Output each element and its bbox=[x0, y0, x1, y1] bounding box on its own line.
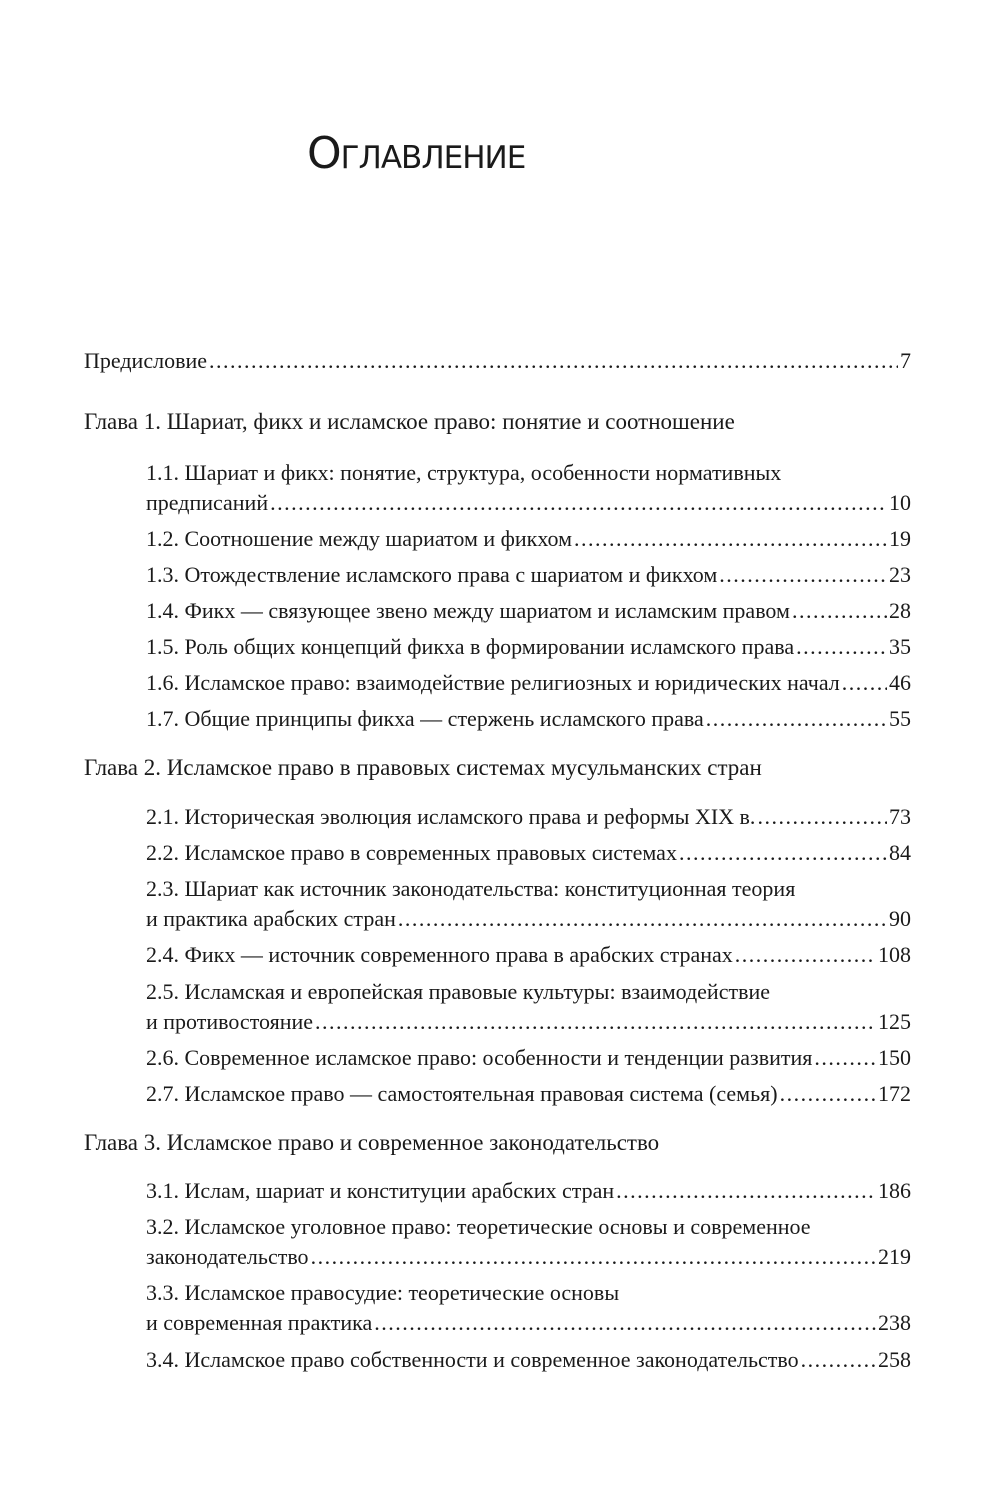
entry-label: 2.6. Современное исламское право: особенности и тенденции развития bbox=[146, 1045, 813, 1070]
toc-entry-1-2[interactable] bbox=[146, 528, 911, 550]
toc-entry-3-2[interactable] bbox=[146, 1246, 911, 1268]
entry-label: Предисловие bbox=[84, 348, 207, 373]
toc-entry-2-3-line1: 2.3. Шариат как источник законодательства: конституционная теория bbox=[146, 876, 796, 901]
dot-leader bbox=[574, 528, 887, 550]
entry-label: 3.4. Исламское право собственности и современное законодательство bbox=[146, 1347, 799, 1372]
entry-label: 2.1. Историческая эволюция исламского права и реформы XIX в. bbox=[146, 804, 756, 829]
entry-page-number: 186 bbox=[878, 1178, 911, 1203]
toc-entry-1-5[interactable] bbox=[146, 636, 911, 658]
entry-label: 1.5. Роль общих концепций фикха в формировании исламского права bbox=[146, 634, 795, 659]
dot-leader bbox=[796, 636, 887, 658]
entry-label: и современная практика bbox=[146, 1310, 373, 1335]
entry-page-number: 23 bbox=[889, 562, 911, 587]
entry-page-number: 219 bbox=[878, 1244, 911, 1269]
dot-leader bbox=[719, 564, 887, 586]
entry-page-number: 7 bbox=[900, 348, 911, 373]
chapter-heading-1[interactable]: Глава 1. Шариат, фикх и исламское право: понятие и соотношение bbox=[84, 409, 735, 434]
entry-page-number: 46 bbox=[889, 670, 911, 695]
dot-leader bbox=[780, 1083, 876, 1105]
entry-page-number: 19 bbox=[889, 526, 911, 551]
entry-label: 1.2. Соотношение между шариатом и фикхом bbox=[146, 526, 573, 551]
entry-page-number: 84 bbox=[889, 840, 911, 865]
entry-page-number: 108 bbox=[878, 942, 911, 967]
toc-entry-2-3[interactable] bbox=[146, 908, 911, 930]
toc-entry-3-3[interactable] bbox=[146, 1312, 911, 1334]
dot-leader bbox=[315, 1011, 876, 1033]
dot-leader bbox=[801, 1349, 876, 1371]
dot-leader bbox=[757, 806, 887, 828]
entry-page-number: 258 bbox=[878, 1347, 911, 1372]
entry-page-number: 73 bbox=[889, 804, 911, 829]
dot-leader bbox=[706, 708, 887, 730]
dot-leader bbox=[842, 672, 887, 694]
entry-page-number: 35 bbox=[889, 634, 911, 659]
entry-label: и практика арабских стран bbox=[146, 906, 396, 931]
toc-entry-2-5-line1: 2.5. Исламская и европейская правовые культуры: взаимодействие bbox=[146, 979, 771, 1004]
entry-label: 1.3. Отождествление исламского права с шариатом и фикхом bbox=[146, 562, 718, 587]
dot-leader bbox=[374, 1312, 876, 1334]
toc-entry-2-6[interactable] bbox=[146, 1047, 911, 1069]
entry-label: 3.1. Ислам, шариат и конституции арабских стран bbox=[146, 1178, 615, 1203]
toc-entry-2-7[interactable] bbox=[146, 1083, 911, 1105]
chapter-heading-2[interactable]: Глава 2. Исламское право в правовых системах мусульманских стран bbox=[84, 755, 762, 780]
entry-page-number: 125 bbox=[878, 1009, 911, 1034]
toc-entry-preface[interactable] bbox=[84, 350, 911, 372]
toc-entry-1-7[interactable] bbox=[146, 708, 911, 730]
dot-leader bbox=[814, 1047, 876, 1069]
entry-page-number: 90 bbox=[889, 906, 911, 931]
toc-entry-3-1[interactable] bbox=[146, 1180, 911, 1202]
entry-page-number: 28 bbox=[889, 598, 911, 623]
toc-entry-1-1-line1: 1.1. Шариат и фикх: понятие, структура, особенности нормативных bbox=[146, 460, 782, 485]
toc-entry-3-4[interactable] bbox=[146, 1349, 911, 1371]
entry-label: 1.7. Общие принципы фикха — стержень исламского права bbox=[146, 706, 704, 731]
entry-page-number: 172 bbox=[878, 1081, 911, 1106]
entry-page-number: 238 bbox=[878, 1310, 911, 1335]
toc-entry-2-4[interactable] bbox=[146, 944, 911, 966]
entry-page-number: 10 bbox=[889, 490, 911, 515]
dot-leader bbox=[311, 1246, 876, 1268]
toc-entry-2-5[interactable] bbox=[146, 1011, 911, 1033]
dot-leader bbox=[616, 1180, 876, 1202]
entry-label: законодательство bbox=[146, 1244, 309, 1269]
toc-entry-1-6[interactable] bbox=[146, 672, 911, 694]
entry-page-number: 55 bbox=[889, 706, 911, 731]
dot-leader bbox=[270, 492, 887, 514]
page-title: Оглавление bbox=[307, 128, 526, 179]
entry-label: 1.6. Исламское право: взаимодействие религиозных и юридических начал bbox=[146, 670, 840, 695]
toc-entry-2-1[interactable] bbox=[146, 806, 911, 828]
entry-label: 2.7. Исламское право — самостоятельная правовая система (семья) bbox=[146, 1081, 778, 1106]
toc-entry-1-3[interactable] bbox=[146, 564, 911, 586]
dot-leader bbox=[735, 944, 876, 966]
toc-entry-1-1[interactable] bbox=[146, 492, 911, 514]
dot-leader bbox=[792, 600, 887, 622]
entry-label: 1.4. Фикх — связующее звено между шариатом и исламским правом bbox=[146, 598, 790, 623]
entry-page-number: 150 bbox=[878, 1045, 911, 1070]
entry-label: 2.2. Исламское право в современных правовых системах bbox=[146, 840, 677, 865]
entry-label: 2.4. Фикх — источник современного права в арабских странах bbox=[146, 942, 733, 967]
dot-leader bbox=[209, 350, 898, 372]
dot-leader bbox=[398, 908, 887, 930]
toc-entry-3-3-line1: 3.3. Исламское правосудие: теоретические основы bbox=[146, 1280, 620, 1305]
toc-entry-3-2-line1: 3.2. Исламское уголовное право: теоретические основы и современное bbox=[146, 1214, 811, 1239]
dot-leader bbox=[679, 842, 887, 864]
toc-entry-1-4[interactable] bbox=[146, 600, 911, 622]
toc-entry-2-2[interactable] bbox=[146, 842, 911, 864]
chapter-heading-3[interactable]: Глава 3. Исламское право и современное законодательство bbox=[84, 1130, 660, 1155]
entry-label: предписаний bbox=[146, 490, 269, 515]
entry-label: и противостояние bbox=[146, 1009, 314, 1034]
